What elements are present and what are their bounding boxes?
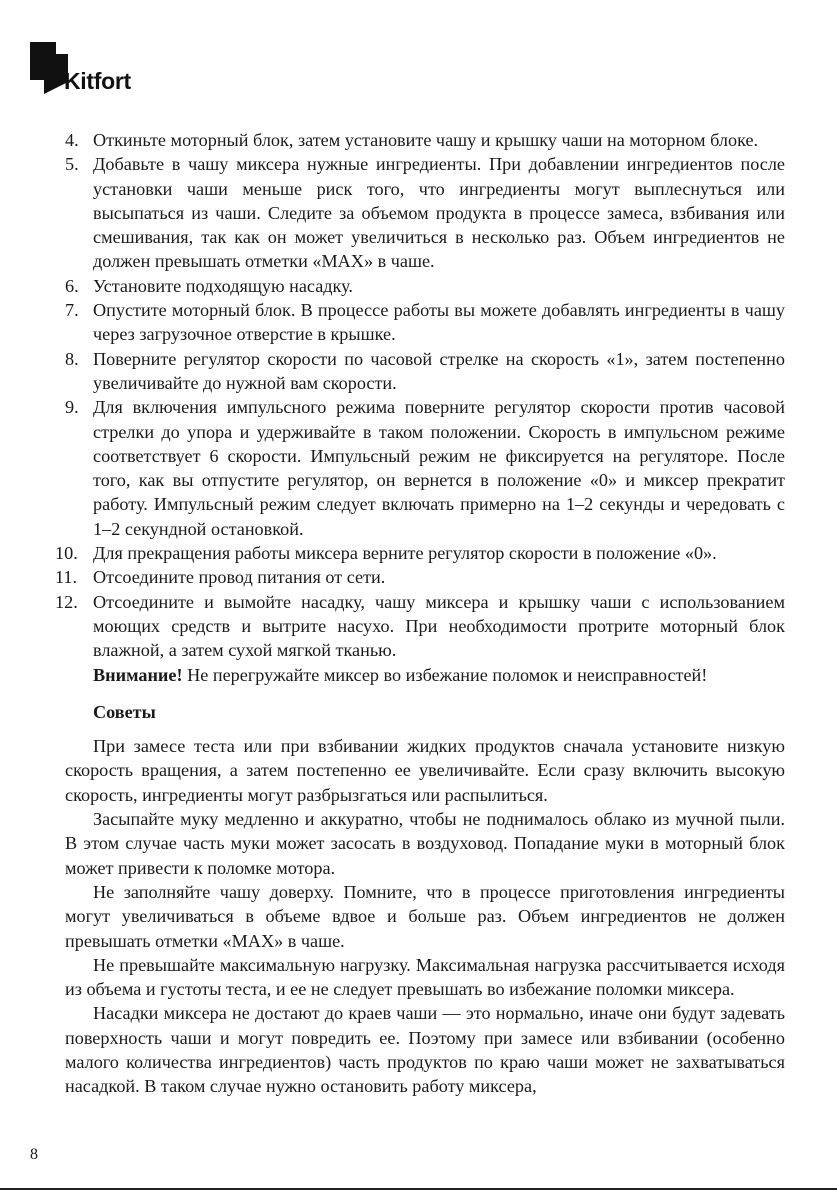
step-text: Отсоедините и вымойте насадку, чашу миксера и крышку чаши с использованием моющих средств и вытрите насухо. При необходимости протрите моторный блок влажной, а затем сухой мягкой тканью. xyxy=(93,591,785,661)
tips-heading: Советы xyxy=(93,701,156,722)
page-content xyxy=(55,128,785,1099)
step-text: Для прекращения работы миксера верните регулятор скорости в положение «0». xyxy=(93,543,717,564)
instruction-steps xyxy=(55,128,785,663)
step-item xyxy=(55,565,785,589)
step-text: Добавьте в чашу миксера нужные ингредиенты. При добавлении ингредиентов после установки чаши меньше риск того, что ингредиенты могут выплеснуться или высыпаться из чаши. Следите за объемом продукта в процессе замеса, взбивания или смешивания, так как он может увеличиться в несколько раз. Объем ингредиентов не должен превышать отметки «MAX» в чаше. xyxy=(93,154,785,272)
step-text: Опустите моторный блок. В процессе работы вы можете добавлять ингредиенты в чашу через загрузочное отверстие в крышке. xyxy=(93,300,785,345)
step-item xyxy=(65,347,785,396)
kitfort-logo xyxy=(30,42,140,102)
step-text: Для включения импульсного режима поверните регулятор скорости против часовой стрелки до упора и удерживайте в таком положении. Скорость в импульсном режиме соответствует 6 скорости. Импульсный режим не фиксируется на регуляторе. После того, как вы отпустите регулятор, он вернется в положение «0» и миксер прекратит работу. Импульсный режим следует включать примерно на 1–2 секунды и чередовать с 1–2 секундной остановкой. xyxy=(93,397,785,539)
step-item xyxy=(55,590,785,663)
step-text: Отсоедините провод питания от сети. xyxy=(93,567,386,588)
brand-name: Kitfort xyxy=(64,68,131,94)
step-item xyxy=(65,128,785,152)
tips-paragraph: Насадки миксера не достают до краев чаши — это нормально, иначе они будут задевать поверхность чаши и могут повредить ее. Поэтому при замесе или взбивании (особенно малого количества ингредиентов) часть продуктов по краю чаши может не захватываться насадкой. В таком случае нужно остановить работу миксера, xyxy=(65,1003,785,1097)
step-number: 10. xyxy=(55,543,78,564)
step-number: 9. xyxy=(65,397,79,418)
tips-paragraph: Засыпайте муку медленно и аккуратно, чтобы не поднималось облако из мучной пыли. В этом случае часть муки может засосать в воздуховод. Попадание муки в моторный блок может привести к поломке мотора. xyxy=(65,809,785,878)
step-text: Установите подходящую насадку. xyxy=(93,275,353,296)
step-number: 7. xyxy=(65,300,79,321)
step-number: 12. xyxy=(55,591,78,612)
step-text: Откиньте моторный блок, затем установите чашу и крышку чаши на моторном блоке. xyxy=(93,130,759,150)
step-item xyxy=(65,395,785,541)
warning-label: Внимание! xyxy=(93,664,183,685)
tips-paragraph: Не превышайте максимальную нагрузку. Максимальная нагрузка рассчитывается исходя из объема и густоты теста, и ее не следует превышать во избежание поломки миксера. xyxy=(65,954,785,1000)
bottom-divider xyxy=(0,1188,837,1190)
step-text: Поверните регулятор скорости по часовой стрелке на скорость «1», затем постепенно увеличивайте до нужной вам скорости. xyxy=(93,348,785,393)
warning-text: Не перегружайте миксер во избежание поломок и неисправностей! xyxy=(182,664,708,685)
tips-paragraph: При замесе теста или при взбивании жидких продуктов сначала установите низкую скорость вращения, а затем постепенно ее увеличивайте. Если сразу включить высокую скорость, ингредиенты могут разбрызгаться или распылиться. xyxy=(65,736,785,805)
step-item xyxy=(55,541,785,565)
warning-note xyxy=(65,663,785,687)
step-item xyxy=(65,152,785,273)
step-number: 8. xyxy=(65,348,79,369)
step-number: 4. xyxy=(65,130,79,150)
step-item xyxy=(65,298,785,347)
step-number: 11. xyxy=(55,567,78,588)
tips-paragraph: Не заполняйте чашу доверху. Помните, что в процессе приготовления ингредиенты могут увеличиваться в объеме вдвое и больше раз. Объем ингредиентов не должен превышать отметки «MAX» в чаше. xyxy=(65,881,785,951)
step-item xyxy=(65,274,785,298)
step-number: 5. xyxy=(65,154,79,175)
step-number: 6. xyxy=(65,275,79,296)
page-number: 8 xyxy=(30,1146,38,1163)
